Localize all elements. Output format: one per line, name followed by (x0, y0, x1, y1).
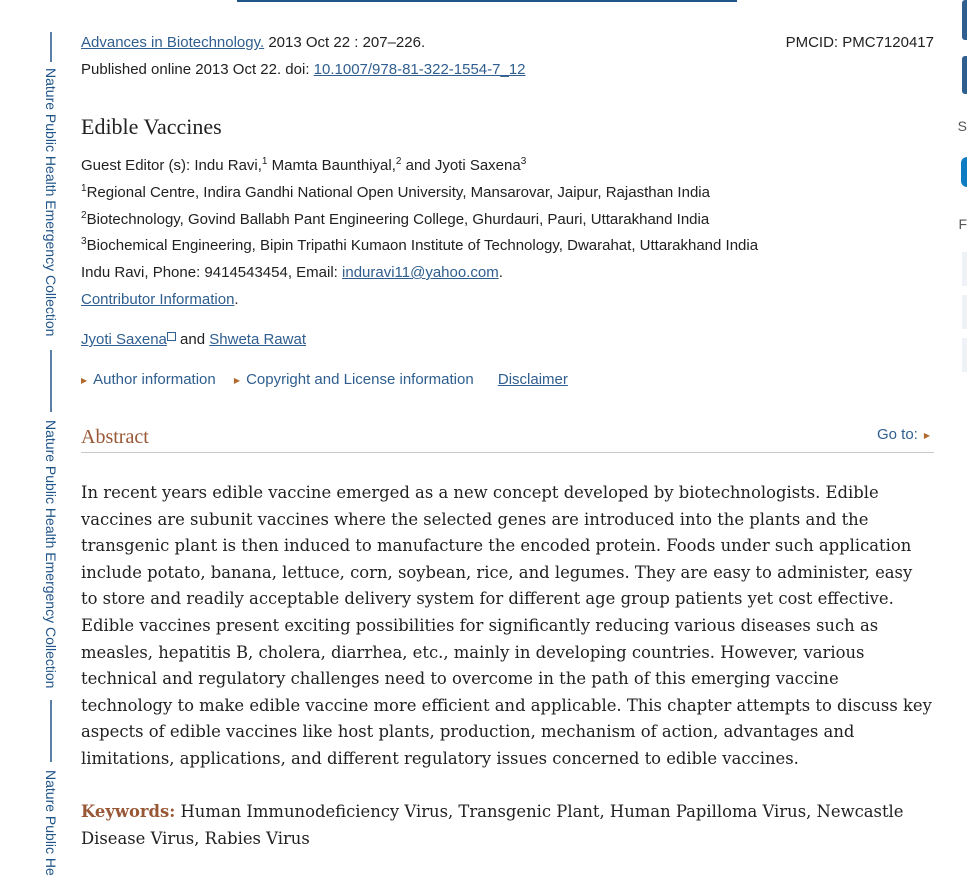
email-icon[interactable] (167, 332, 176, 341)
triangle-right-icon: ▶ (81, 375, 88, 385)
affiliation (81, 237, 758, 255)
collection-label[interactable]: Nature Public Health Emergency Collection (43, 420, 59, 689)
keywords (81, 799, 933, 852)
keywords-label: Keywords: (81, 802, 176, 821)
collection-label[interactable]: Nature Public He (43, 770, 59, 876)
abstract-text: In recent years edible vaccine emerged as a new concept developed by biotechnologists. Edible vaccines are subunit vaccines where the selected genes are introduced into the plants and the transgenic plant is then induced to manufacture the encoded protein. Foods under such application include potato, banana, lettuce, corn, soybean, rice, and legumes. They are easy to administer, easy to store and readily acceptable delivery system for different age group patients yet cost effective. Edible vaccines present exciting possibilities for significantly reducing various diseases such as measles, hepatitis B, cholera, diarrhea, etc., mainly in developing countries. However, various technical and regulatory challenges need to overcome in the path of this emerging vaccine technology to make edible vaccine more efficient and applicable. This chapter attempts to discuss key aspects of edible vaccines like host plants, production, mechanism of action, advantages and limitations, applications, and different regulatory issues concerned to edible vaccines. (81, 483, 932, 768)
affiliation (81, 211, 709, 229)
affiliation-ref: 3 (520, 156, 527, 167)
contact-end: . (498, 264, 503, 281)
citation-line (81, 34, 425, 52)
pmcid: PMCID: PMC7120417 (785, 34, 934, 51)
triangle-right-icon: ▶ (233, 375, 241, 385)
editor-name: Mamta Baunthiyal, (267, 157, 396, 174)
authors-and: and (175, 331, 210, 348)
right-panel-text: S (957, 118, 967, 134)
article-info-toggles (81, 371, 568, 388)
affiliation-number: 3 (81, 236, 87, 247)
collection-label[interactable]: Nature Public Health Emergency Collection (43, 68, 59, 337)
contact-text: Indu Ravi, Phone: 9414543454, Email: (81, 264, 343, 281)
affiliation-number: 1 (81, 183, 87, 194)
banner-divider (50, 32, 52, 62)
published-line (81, 61, 526, 78)
affiliation-text: Regional Centre, Indira Gandhi National Open University, Mansarovar, Jaipur, Rajasthan India (86, 184, 710, 201)
editor-name: and Jyoti Saxena (401, 157, 521, 174)
abstract-heading: Abstract (81, 426, 149, 448)
affiliation-ref: 1 (261, 156, 268, 167)
goto-menu[interactable] (877, 426, 930, 443)
author-link[interactable]: Shweta Rawat (209, 331, 306, 348)
right-panel-tab[interactable] (962, 56, 967, 94)
chapter-title: Edible Vaccines (81, 114, 222, 139)
banner-divider (50, 700, 52, 762)
affiliation-text: Biochemical Engineering, Bipin Tripathi Kumaon Institute of Technology, Dwarahat, Uttarakhand India (86, 237, 759, 254)
contributor-information-link[interactable]: Contributor Information (81, 291, 235, 308)
disclaimer-link[interactable]: Disclaimer (497, 371, 568, 388)
abstract-header (81, 424, 934, 453)
right-panel-box[interactable] (962, 252, 967, 286)
author-information-toggle[interactable]: ▶ Author information (81, 371, 216, 388)
goto-label: Go to: (876, 426, 918, 443)
right-panel-box[interactable] (962, 338, 967, 372)
journal-link[interactable]: Advances in Biotechnology. (81, 34, 265, 51)
contact-line (81, 264, 503, 282)
editor-name: Indu Ravi, (194, 157, 262, 174)
email-link[interactable]: induravi11@yahoo.com (342, 264, 499, 281)
right-panel-tab[interactable] (962, 0, 967, 40)
triangle-right-icon: ▶ (923, 430, 930, 440)
affiliation-number: 2 (81, 210, 87, 221)
right-panel-box[interactable] (962, 295, 967, 329)
banner-divider (50, 350, 52, 412)
affiliation-ref: 2 (395, 156, 402, 167)
share-icon[interactable] (961, 157, 967, 187)
authors-line (81, 331, 306, 348)
citation-date: 2013 Oct 22 : 207–226. (264, 34, 426, 51)
contributor-end: . (234, 291, 239, 308)
affiliation-text: Biotechnology, Govind Ballabh Pant Engineering College, Ghurdauri, Pauri, Uttarakhand India (86, 211, 710, 228)
affiliation (81, 184, 710, 202)
author-link[interactable]: Jyoti Saxena (81, 331, 167, 348)
copyright-license-toggle[interactable]: ▶ Copyright and License information (233, 371, 474, 388)
top-rule (237, 0, 737, 2)
editors-prefix: Guest Editor (s): (81, 157, 195, 174)
doi-link[interactable]: 10.1007/978-81-322-1554-7_12 (313, 61, 526, 78)
contributor-line (81, 291, 239, 309)
editors-line (81, 157, 526, 175)
keywords-text: Human Immunodeficiency Virus, Transgenic Plant, Human Papilloma Virus, Newcastle Disease Virus, Rabies Virus (81, 802, 904, 848)
published-text: Published online 2013 Oct 22. doi: (81, 61, 314, 78)
collection-banner[interactable] (40, 0, 64, 878)
right-panel-text: F (958, 216, 967, 232)
